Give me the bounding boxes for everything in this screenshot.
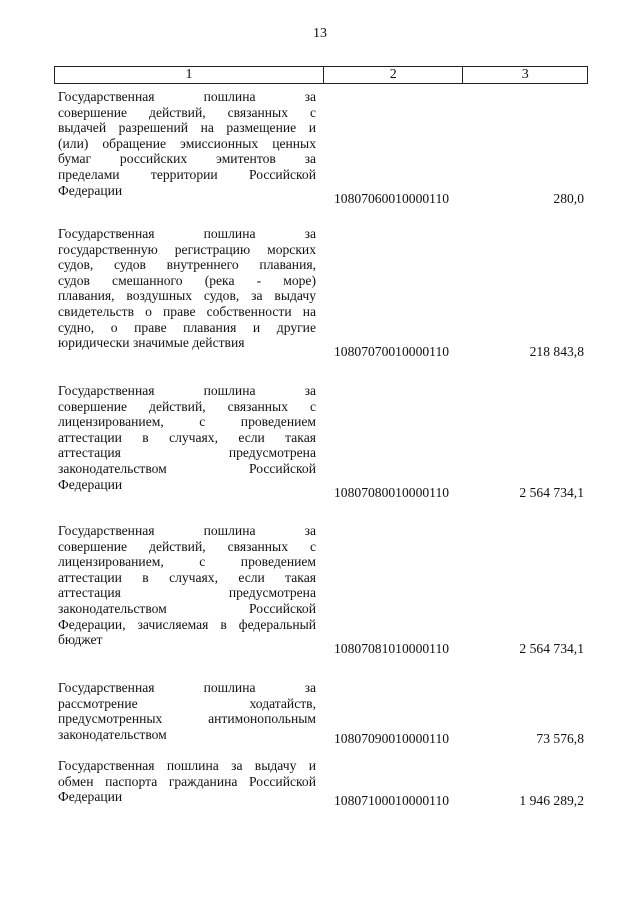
description-line: лицензированием, с проведением [58, 554, 316, 570]
row-description [58, 383, 316, 492]
description-line: (или) обращение эмиссионных ценных [58, 135, 316, 151]
description-line: Федерации [58, 182, 123, 198]
description-line: плавания, воздушных судов, за выдачу [58, 288, 316, 304]
description-line: аттестация предусмотрена [58, 585, 316, 601]
row-amount: 218 843,8 [529, 344, 584, 360]
description-line: судно, о праве плавания и другие [58, 319, 316, 335]
row-amount: 73 576,8 [536, 731, 584, 747]
description-line: свидетельств о праве собственности на [58, 303, 316, 319]
description-line: пределами территории Российской [58, 166, 316, 182]
description-line: аттестации в случаях, если такая [58, 429, 316, 445]
row-amount: 2 564 734,1 [519, 485, 584, 501]
description-line: юридически значимые действия [58, 335, 245, 351]
row-description [58, 226, 316, 351]
description-line: совершение действий, связанных с [58, 398, 316, 414]
row-description [58, 89, 316, 198]
description-line: бюджет [58, 632, 103, 648]
description-line: Федерации [58, 476, 123, 492]
row-code: 10807090010000110 [334, 731, 450, 747]
table-row [58, 89, 584, 207]
description-line: аттестация предусмотрена [58, 445, 316, 461]
description-line: Государственная пошлина за [58, 226, 316, 241]
description-line: предусмотренных антимонопольным [58, 711, 316, 727]
description-line: Федерации, зачисляемая в федеральный [58, 616, 316, 632]
row-code: 10807080010000110 [334, 485, 450, 501]
table-row [58, 383, 584, 501]
row-code: 10807081010000110 [334, 641, 450, 657]
row-amount: 2 564 734,1 [519, 641, 584, 657]
description-line: рассмотрение ходатайств, [58, 695, 316, 711]
description-line: законодательством Российской [58, 600, 316, 616]
table-row [58, 523, 584, 657]
description-line: аттестации в случаях, если такая [58, 569, 316, 585]
header-col-1: 1 [55, 67, 324, 83]
description-line: судов, судов внутреннего плавания, [58, 257, 316, 273]
description-line: судов смешанного (река - море) [58, 272, 316, 288]
row-description [58, 758, 316, 805]
row-code: 10807100010000110 [334, 793, 450, 809]
row-code: 10807060010000110 [334, 191, 450, 207]
description-line: совершение действий, связанных с [58, 538, 316, 554]
description-line: государственную регистрацию морских [58, 241, 316, 257]
table-row [58, 680, 584, 747]
header-col-3: 3 [521, 67, 529, 82]
table-row [58, 758, 584, 809]
description-line: обмен паспорта гражданина Российской [58, 773, 316, 789]
description-line: Государственная пошлина за выдачу и [58, 758, 316, 773]
description-line: Федерации [58, 789, 123, 805]
row-code: 10807070010000110 [334, 344, 450, 360]
description-line: совершение действий, связанных с [58, 104, 316, 120]
table-row [58, 226, 584, 360]
row-description [58, 680, 316, 742]
row-amount: 1 946 289,2 [519, 793, 584, 809]
description-line: Государственная пошлина за [58, 523, 316, 538]
row-description [58, 523, 316, 648]
description-line: Государственная пошлина за [58, 680, 316, 695]
description-line: законодательством Российской [58, 460, 316, 476]
header-col-2: 2 [324, 67, 463, 83]
description-line: законодательством [58, 726, 167, 742]
description-line: выдачей разрешений на размещение и [58, 120, 316, 136]
row-amount: 280,0 [553, 191, 584, 207]
description-line: Государственная пошлина за [58, 89, 316, 104]
description-line: Государственная пошлина за [58, 383, 316, 398]
description-line: лицензированием, с проведением [58, 414, 316, 430]
description-line: бумаг российских эмитентов за [58, 151, 316, 167]
table-header [54, 66, 588, 84]
page-number: 13 [313, 26, 327, 41]
